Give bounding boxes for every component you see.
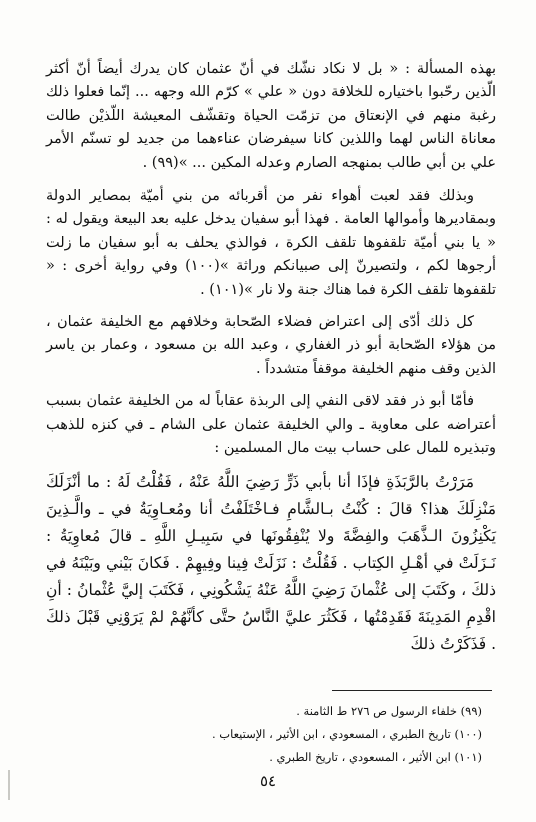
paragraph-gap (46, 302, 496, 311)
footnote: (٩٩) خلفاء الرسول ص ٢٧٦ ط الثامنة . (296, 704, 482, 718)
page-number: ٥٤ (259, 772, 277, 790)
paragraph-gap (46, 175, 496, 185)
hadith-quote: مَرَرْتُ بالرَّبَذَةِ فإذَا أنا بأبي ذَرٍّ رَضِيَ اللَّهُ عَنْهُ ، فَقُلْتُ لَهُ : ما أنْزَلَكَ مَنْزِلَكَ هذا؟ قالَ : كُنْتُ بـالشَّامِ فـاخْتَلَفْتُ أنا ومُعـاوِيَةُ في ـ والَّـذِينَ يَكْنِزُونَ الـذَّهَبَ والفِضَّةَ ولا يُنْفِقُونَها في سَبِيـلِ اللَّهِ ـ قالَ مُعاوِيَةُ : نَـزَلَتْ في أهْـلِ الكِتاب . فَقُلْتُ : نَزَلَتْ فِينا وفِيهِمْ . فَكانَ بَيْني وبَيْنَهُ في ذلكَ ، وكَتَبَ إلى عُثْمانَ رَضِيَ اللَّهُ عَنْهُ يَشْكُونِي ، فَكَتَبَ إليَّ عُثْمانُ : أنِ اقْدِمِ المَدِينَةَ فَقَدِمْتُها ، فَكَثُرَ عليَّ النَّاسُ حتَّى كأنَّهُمْ لمْ يَرَوْنِي قَبْلَ ذلكَ . فَذَكَرْتُ ذلكَ (46, 472, 496, 653)
paragraph-1: بهذه المسألة : « بل لا نكاد نشّك في أنّ عثمان كان يدرك أيضاً أنّ أكثر الّذين رحّبوا باختياره للخلافة دون « علي » كرّم الله وجهه ... إنّما فعلوا ذلك رغبة منهم في الإنعتاق من تزمّت الحياة وتقشّف المعيشة اللّذيْن طالت معاناة الناس لهما واللذين كانا سيفرضان عناءهما من جديد لو تسنّم الأمر علي بن أبي طالب بمنهجه الصارم وعدله المكين ... »(٩٩) . (46, 61, 496, 171)
footnotes (40, 700, 490, 769)
footnote: (١٠١) ابن الأثير ، المسعودي ، تاريخ الطبري . (269, 750, 482, 764)
paragraph-gap (46, 381, 496, 390)
paragraph-3: كل ذلك أدّى إلى اعتراض فضلاء الصّحابة وخلافهم مع الخليفة عثمان ، من هؤلاء الصّحابة أبو ذر الغفاري ، وعبد الله بن مسعود ، وعمار بن ياسر الذين وقف منهم الخليفة موقفاً متشدداً . (46, 314, 496, 377)
paragraph-4: فأمّا أبو ذر فقد لاقى النفي إلى الربذة عقاباً له من الخليفة عثمان بسبب أعتراضه على معاوية ـ والي الخليفة عثمان على الشام ـ في كنزه للذهب وتبذيره للمال على حساب بيت مال المسلمين : (46, 393, 496, 457)
footnote-divider (332, 690, 492, 691)
footnote: (١٠٠) تاريخ الطبري ، المسعودي ، ابن الأثير ، الإستيعاب . (211, 727, 482, 741)
main-text (46, 58, 496, 673)
scan-edge-mark (8, 770, 10, 800)
paragraph-2: وبذلك فقد لعبت أهواء نفر من أقربائه من بني أميّة بمصاير الدولة وبمقاديرها وأموالها العامة . فهذا أبو سفيان يدخل عليه بعد البيعة ويقول له : « يا بني أميّة تلقفوها تلقف الكرة ، فوالذي يحلف به أبو سفيان ما زلت أرجوها لكم ، ولتصيرنّ إلى صبيانكم وراثة »(١٠٠) وفي رواية أخرى : « تلقفوها تلقف الكرة فما هناك جنة ولا نار »(١٠١) . (46, 188, 496, 298)
